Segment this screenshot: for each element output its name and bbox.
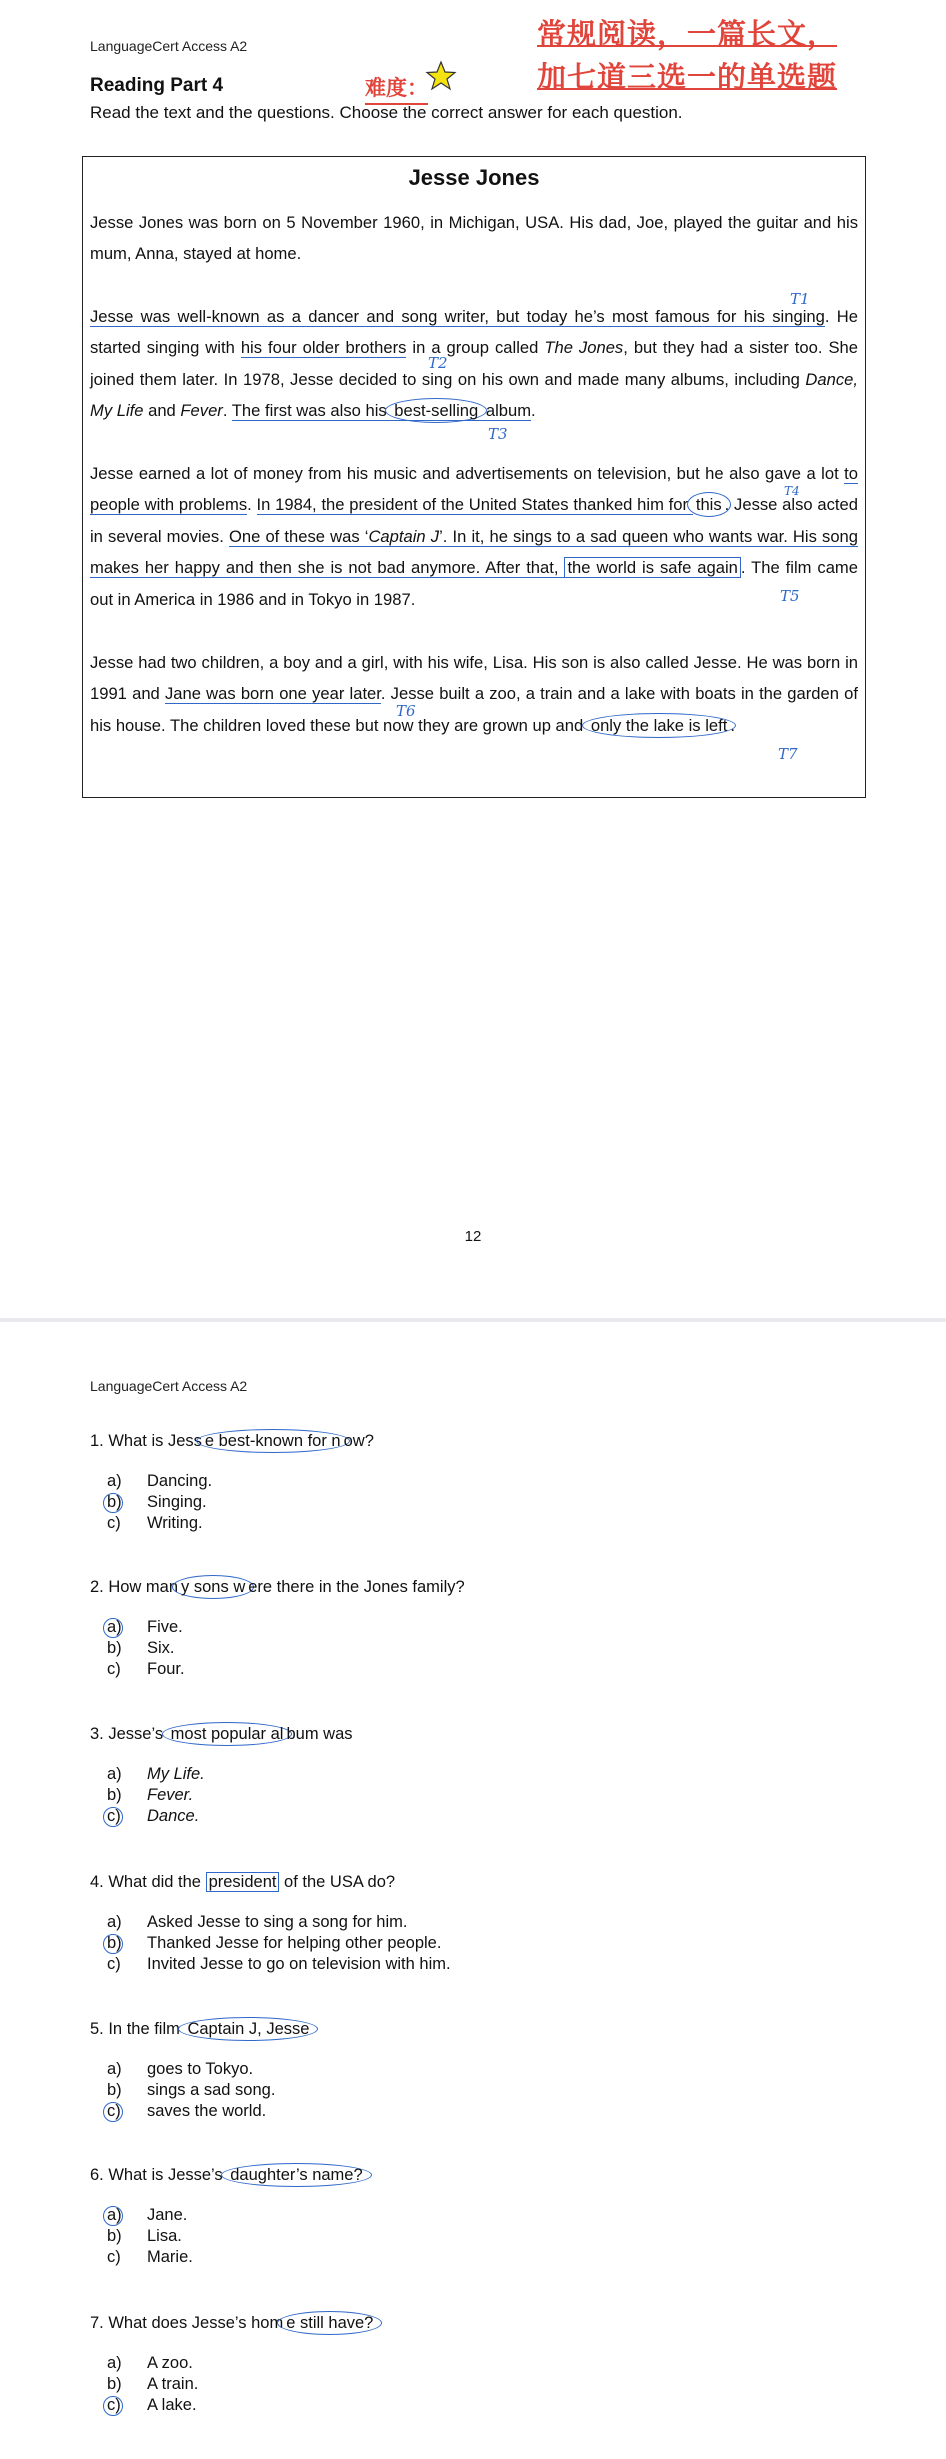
option-letter: b) — [107, 2081, 122, 2099]
option-letter: c) — [107, 2248, 121, 2266]
option-text: Invited Jesse to go on television with him. — [147, 1955, 451, 1973]
answer-option[interactable] — [107, 1786, 193, 1805]
answer-option[interactable] — [107, 2102, 266, 2121]
annotation-circle: y sons w — [172, 1575, 254, 1599]
option-letter: a) — [107, 1618, 122, 1636]
option-letter: b) — [107, 1934, 122, 1952]
option-text: Jane. — [147, 2206, 188, 2224]
option-letter: b) — [107, 2227, 122, 2245]
answer-circle-mark — [103, 1807, 123, 1827]
option-text: Marie. — [147, 2248, 193, 2266]
option-text: Writing. — [147, 1514, 203, 1532]
answer-circle-mark — [103, 1618, 123, 1638]
annotation-circle: e best-known for n — [196, 1429, 350, 1453]
answer-option[interactable] — [107, 1955, 451, 1974]
answer-circle-mark — [103, 1934, 123, 1954]
answer-option[interactable] — [107, 1514, 203, 1533]
option-text: Dance. — [147, 1807, 200, 1825]
question-4: 4. What did the president of the USA do? — [90, 1873, 396, 1891]
question-1: 1. What is Jess e best-known for n ow? — [90, 1432, 374, 1451]
answer-circle-mark — [103, 2396, 123, 2416]
annotation-underline: Jesse was well-known as a dancer and song writer, but today he’s most famous for his singing — [90, 307, 825, 326]
page-2 — [0, 1322, 946, 2459]
option-text: Asked Jesse to sing a song for him. — [147, 1913, 408, 1931]
annotation-underline: to people with problems — [90, 464, 858, 515]
option-letter: b) — [107, 1493, 122, 1511]
option-letter: c) — [107, 2396, 121, 2414]
option-letter: c) — [107, 1955, 121, 1973]
difficulty-label: 难度： — [365, 72, 428, 105]
annotation-circle: daughter’s name? — [221, 2163, 371, 2187]
passage-box — [82, 156, 866, 798]
answer-circle-mark — [103, 2206, 123, 2226]
answer-option[interactable] — [107, 2081, 275, 2100]
annotation-circle: e still have? — [277, 2311, 382, 2335]
option-letter: b) — [107, 1786, 122, 1804]
answer-option[interactable] — [107, 2248, 193, 2267]
annotation-underline: The first was also his best-selling album — [232, 401, 531, 421]
option-text: goes to Tokyo. — [147, 2060, 254, 2078]
option-text: Five. — [147, 1618, 183, 1636]
annotation-box: the world is safe again — [564, 557, 740, 578]
answer-option[interactable] — [107, 1765, 205, 1784]
option-letter: a) — [107, 1765, 122, 1783]
passage-paragraph-1: Jesse Jones was born on 5 November 1960, in Michigan, USA. His dad, Joe, played the guitar and his mum, Anna, stayed at home. — [90, 213, 858, 264]
option-letter: a) — [107, 2206, 122, 2224]
annotation-underline: Jane was born one year later — [164, 684, 381, 704]
option-text: A train. — [147, 2375, 199, 2393]
question-3: 3. Jesse’s most popular al bum was — [90, 1725, 353, 1744]
annotation-underline: his four older brothers — [240, 338, 407, 358]
handwritten-label: T3 — [488, 425, 508, 443]
answer-option[interactable] — [107, 1639, 175, 1658]
annotation-underline: One of these was ‘Captain J’. In it, he sings to a sad queen who wants war. His song makes her happy and then she is not bad anymore. After that, — [90, 526, 859, 578]
annotation-underline: In 1984, the president of the United States thanked him for — [256, 495, 693, 515]
annotation-circle: most popular al — [162, 1722, 293, 1746]
section-title: Reading Part 4 — [90, 75, 224, 96]
question-5: 5. In the film Captain J, Jesse — [90, 2020, 312, 2039]
option-letter: a) — [107, 1472, 122, 1490]
option-letter: a) — [107, 2354, 122, 2372]
answer-option[interactable] — [107, 1660, 185, 1679]
option-text: Thanked Jesse for helping other people. — [147, 1934, 442, 1952]
annotation-note-line2: 加七道三选一的单选题 — [537, 60, 838, 94]
handwritten-label: T2 — [428, 354, 448, 372]
annotation-circle: president — [206, 1872, 280, 1892]
option-text: Four. — [147, 1660, 185, 1678]
option-text: sings a sad song. — [147, 2081, 276, 2099]
option-letter: b) — [107, 1639, 122, 1657]
option-text: Six. — [147, 1639, 175, 1657]
instructions: Read the text and the questions. Choose the correct answer for each question. — [90, 103, 683, 122]
option-text: Fever. — [147, 1786, 194, 1804]
question-2: 2. How man y sons w ere there in the Jones family? — [90, 1578, 465, 1597]
annotation-circle: only the lake is left — [582, 713, 737, 738]
option-text: Singing. — [147, 1493, 207, 1511]
handwritten-label: T7 — [778, 745, 798, 763]
passage-paragraph-4: Jesse had two children, a boy and a girl, with his wife, Lisa. His son is also called Jesse. He was born in 1991 and Jane was born one year later. Jesse built a zoo, a train and a lake with boats in the garden of his house. The children loved these but now they are grown up and only the lake is left . — [90, 647, 858, 741]
option-letter: c) — [107, 1807, 121, 1825]
annotation-circle: this — [687, 492, 731, 517]
exam-header: LanguageCert Access A2 — [90, 38, 248, 54]
option-letter: c) — [107, 1514, 121, 1532]
question-6: 6. What is Jesse’s daughter’s name? — [90, 2166, 366, 2185]
handwritten-label: T5 — [780, 587, 800, 605]
answer-option[interactable] — [107, 2354, 193, 2373]
passage-title: Jesse Jones — [408, 165, 540, 190]
answer-option[interactable] — [107, 2060, 253, 2079]
annotation-circle: Captain J, Jesse — [178, 2017, 318, 2041]
option-text: My Life. — [147, 1765, 205, 1783]
answer-option[interactable] — [107, 2375, 198, 2394]
question-7: 7. What does Jesse’s hom e still have? — [90, 2314, 376, 2333]
answer-circle-mark — [103, 1493, 123, 1513]
handwritten-label: T6 — [396, 702, 416, 720]
answer-option[interactable] — [107, 1934, 441, 1953]
answer-option[interactable] — [107, 1472, 212, 1491]
option-text: A lake. — [147, 2396, 197, 2414]
option-text: Dancing. — [147, 1472, 213, 1490]
option-letter: b) — [107, 2375, 122, 2393]
exam-header: LanguageCert Access A2 — [90, 1378, 248, 1394]
answer-option[interactable] — [107, 1913, 407, 1932]
handwritten-label: T4 — [784, 484, 800, 498]
page-number: 12 — [464, 1228, 482, 1245]
star-icon — [425, 60, 457, 92]
answer-circle-mark — [103, 2102, 123, 2122]
annotation-circle: best-selling — [385, 398, 487, 423]
option-text: Lisa. — [147, 2227, 182, 2245]
option-text: saves the world. — [147, 2102, 267, 2120]
annotation-note-line1: 常规阅读，一篇长文， — [537, 17, 838, 51]
passage-paragraph-2: Jesse was well-known as a dancer and song writer, but today he’s most famous for his singing. He started singing with his four older brothers in a group called The Jones, but they had a sister too. She joined them later. In 1978, Jesse decided to sing on his own and made many albums, including Dance, My Life and Fever. The first was also his best-selling album. — [90, 301, 858, 427]
handwritten-label: T1 — [790, 290, 810, 308]
answer-option[interactable] — [107, 2227, 182, 2246]
option-letter: a) — [107, 2060, 122, 2078]
passage-paragraph-3: Jesse earned a lot of money from his music and advertisements on television, but he also gave a lot to people with problems. In 1984, the president of the United States thanked him for this . Jesse also acted in several movies. One of these was ‘Captain J’. In it, he sings to a sad queen who wants war. His song makes her happy and then she is not bad anymore. After that, the world is safe again . The film came out in America in 1986 and in Tokyo in 1987. — [90, 464, 859, 609]
option-letter: a) — [107, 1913, 122, 1931]
option-letter: c) — [107, 2102, 121, 2120]
option-text: A zoo. — [147, 2354, 193, 2372]
option-letter: c) — [107, 1660, 121, 1678]
